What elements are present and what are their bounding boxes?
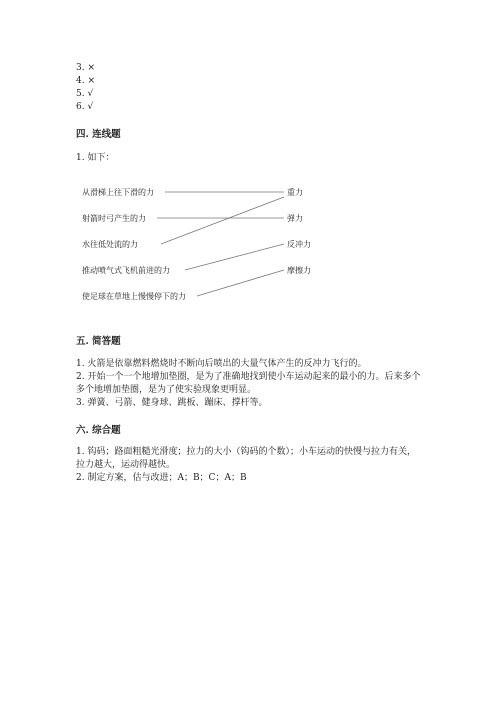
left-item-bow: 射箭时弓产生的力 bbox=[82, 214, 146, 223]
section-6-title: 六. 综合题 bbox=[76, 425, 121, 436]
left-item-water: 水往低处流的力 bbox=[82, 240, 138, 249]
section-4-title: 四. 连线题 bbox=[76, 129, 121, 140]
answer-5: 5. √ bbox=[76, 89, 94, 99]
section-5-title: 五. 简答题 bbox=[76, 336, 121, 347]
right-item-recoil: 反冲力 bbox=[287, 240, 311, 249]
line-football-friction bbox=[197, 270, 284, 296]
section-6-answer-1: 1. 钩码；路面粗糙光滑度；拉力的大小（钩码的个数）；小车运动的快慢与拉力有关，拉力越大，运动得越快。 bbox=[76, 447, 416, 470]
left-item-jet: 推动喷气式飞机前进的力 bbox=[82, 266, 170, 275]
answer-4: 4. × bbox=[76, 76, 95, 86]
right-item-friction: 摩擦力 bbox=[287, 266, 311, 275]
left-item-football: 使足球在草地上慢慢停下的力 bbox=[82, 292, 186, 301]
section-5-answer-1: 1. 火箭是依靠燃料燃烧时不断向后喷出的大量气体产生的反冲力飞行的。 bbox=[76, 359, 367, 369]
line-jet-recoil bbox=[185, 244, 284, 270]
line-water-gravity bbox=[161, 197, 284, 244]
right-item-gravity: 重力 bbox=[287, 188, 303, 197]
section-5-answer-3: 3. 弹簧、弓箭、健身球、跳板、蹦床、撑杆等。 bbox=[76, 398, 268, 408]
answer-3: 3. × bbox=[76, 63, 95, 73]
right-item-elastic: 弹力 bbox=[287, 214, 303, 223]
section-4-intro: 1. 如下： bbox=[76, 153, 115, 163]
section-6-answer-2: 2. 制定方案，估与改进；A；B；C；A；B bbox=[76, 473, 247, 483]
left-item-slide: 从滑梯上往下滑的力 bbox=[82, 188, 154, 197]
answer-6: 6. √ bbox=[76, 102, 94, 112]
section-5-answer-2: 2. 开始一个一个地增加垫圈，是为了准确地找到使小车运动起来的最小的力。后来多个多个地增加垫圈，是为了使实验现象更明显。 bbox=[76, 372, 421, 395]
